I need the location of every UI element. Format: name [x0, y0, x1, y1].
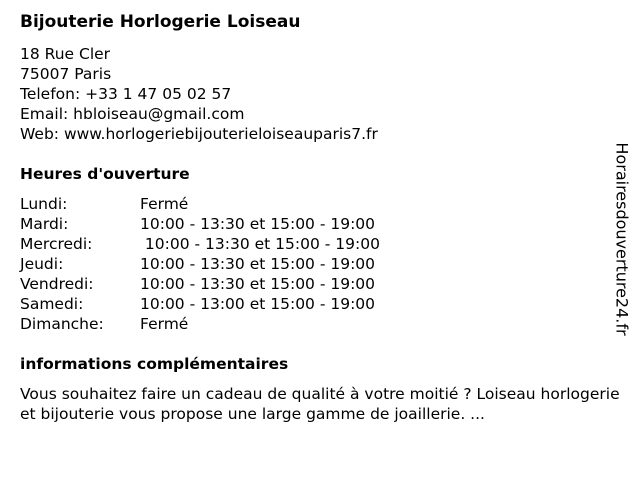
watermark-container [610, 134, 634, 344]
info-description: Vous souhaitez faire un cadeau de qualité à votre moitié ? Loiseau horlogerie et bijouterie vous propose une large gamme de joaillerie. ... [20, 385, 620, 423]
hours-time: 10:00 - 13:00 et 15:00 - 19:00 [140, 295, 376, 313]
email-address: Email: hbloiseau@gmail.com [20, 105, 245, 123]
hours-day: Vendredi: [20, 275, 94, 293]
hours-day: Lundi: [20, 195, 68, 213]
hours-day: Jeudi: [20, 255, 64, 273]
hours-time: 10:00 - 13:30 et 15:00 - 19:00 [140, 255, 376, 273]
hours-day: Mercredi: [20, 235, 93, 253]
business-name: Bijouterie Horlogerie Loiseau [20, 12, 301, 32]
address-line-1: 18 Rue Cler [20, 45, 111, 63]
hours-row [20, 214, 380, 234]
watermark-text: Horairesdouverture24.fr [612, 142, 632, 336]
hours-time: 10:00 - 13:30 et 15:00 - 19:00 [140, 275, 376, 293]
hours-row [20, 314, 380, 334]
address-line-2: 75007 Paris [20, 65, 112, 83]
website: Web: www.horlogeriebijouterieloiseauparis7.fr [20, 125, 378, 143]
hours-day: Samedi: [20, 295, 84, 313]
hours-day: Dimanche: [20, 315, 104, 333]
contact-block [20, 44, 378, 144]
hours-table [20, 194, 380, 334]
hours-time: 10:00 - 13:30 et 15:00 - 19:00 [140, 215, 376, 233]
hours-row [20, 234, 380, 254]
hours-row [20, 274, 380, 294]
hours-row [20, 194, 380, 214]
hours-row [20, 294, 380, 314]
phone-number: Telefon: +33 1 47 05 02 57 [20, 85, 232, 103]
hours-time: 10:00 - 13:30 et 15:00 - 19:00 [140, 235, 380, 253]
hours-day: Mardi: [20, 215, 69, 233]
hours-row [20, 254, 380, 274]
hours-title: Heures d'ouverture [20, 165, 190, 183]
hours-time: Fermé [140, 315, 189, 333]
hours-time: Fermé [140, 195, 189, 213]
info-title: informations complémentaires [20, 355, 289, 373]
